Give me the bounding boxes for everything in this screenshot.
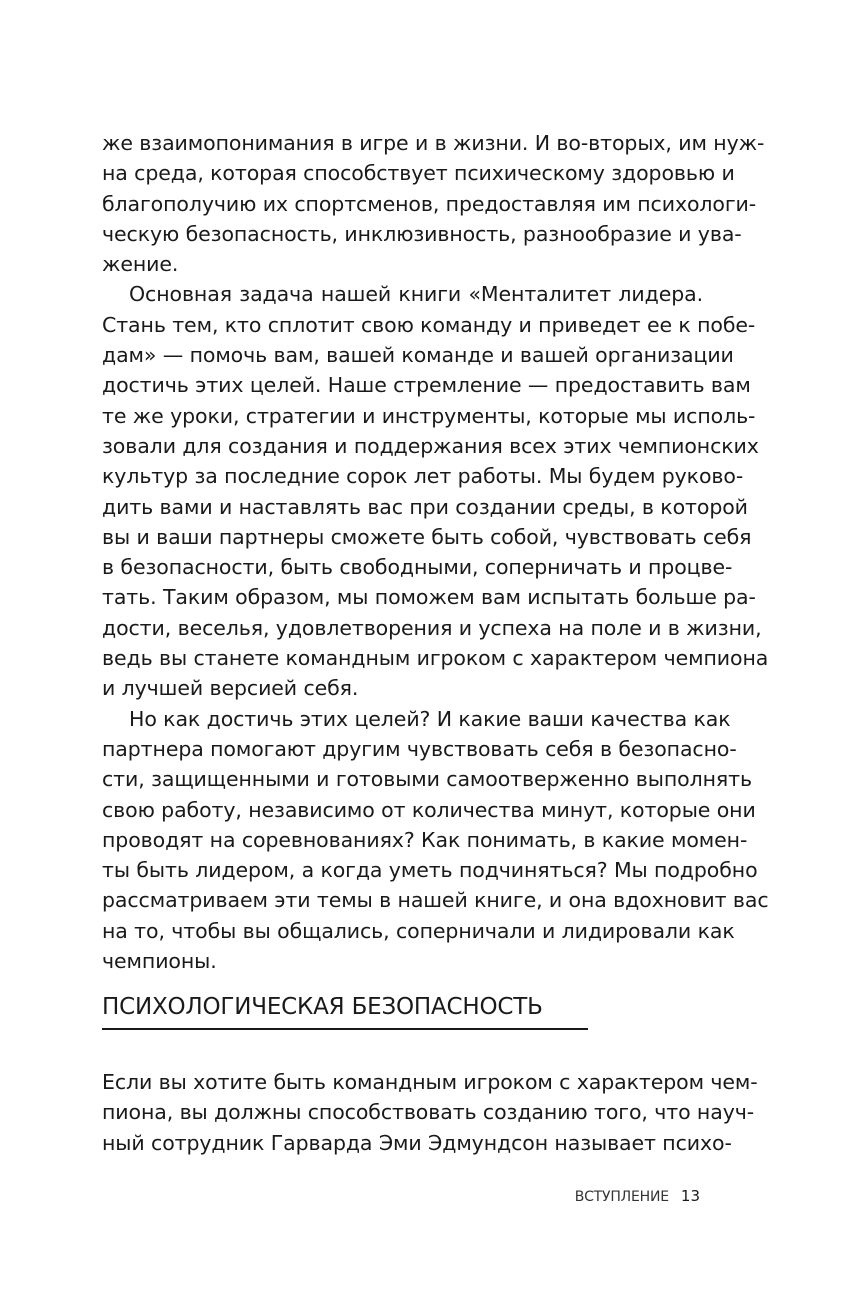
text-line: дить вами и наставлять вас при создании среды, в которой <box>102 494 748 519</box>
section-heading: ПСИХОЛОГИЧЕСКАЯ БЕЗОПАСНОСТЬ <box>102 992 588 1030</box>
body-text-upper <box>102 128 769 976</box>
text-line: те же уроки, стратегии и инструменты, которые мы исполь- <box>102 403 756 428</box>
text-line: ческую безопасность, инклюзивность, разнообразие и ува- <box>102 221 742 246</box>
paragraph <box>102 1067 758 1158</box>
text-line: в безопасности, быть свободными, соперничать и процве- <box>102 555 733 580</box>
text-line: Основная задача нашей книги «Менталитет лидера. <box>129 282 703 307</box>
text-line: ный сотрудник Гарварда Эми Эдмундсон называет психо- <box>102 1130 732 1155</box>
text-line: сти, защищенными и готовыми самоотверженно выполнять <box>102 767 752 792</box>
text-line: же взаимопонимания в игре и в жизни. И во-вторых, им нуж- <box>102 131 765 155</box>
text-line: Стань тем, кто сплотит свою команду и приведет ее к побе- <box>102 312 756 337</box>
text-line: проводят на соревнованиях? Как понимать, в какие момен- <box>102 827 748 852</box>
text-line: тать. Таким образом, мы поможем вам испытать больше ра- <box>102 585 756 610</box>
text-line: Но как достичь этих целей? И какие ваши качества как <box>129 706 731 731</box>
text-line: вы и ваши партнеры сможете быть собой, чувствовать себя <box>102 524 752 549</box>
paragraph <box>102 279 769 703</box>
text-line: пиона, вы должны способствовать созданию того, что науч- <box>102 1100 755 1125</box>
text-line: и лучшей версией себя. <box>102 676 359 701</box>
text-line: на то, чтобы вы общались, соперничали и лидировали как <box>102 918 735 943</box>
body-text-lower <box>102 1067 758 1158</box>
text-line: дости, веселья, удовлетворения и успеха на поле и в жизни, <box>102 615 762 640</box>
text-line: зовали для создания и поддержания всех этих чемпионских <box>102 433 759 458</box>
text-line: дам» — помочь вам, вашей команде и вашей организации <box>102 343 734 368</box>
text-line: жение. <box>102 252 179 277</box>
text-line: культур за последние сорок лет работы. Мы будем руково- <box>102 464 744 489</box>
running-footer <box>575 1183 700 1209</box>
text-line: свою работу, независимо от количества минут, которые они <box>102 797 756 822</box>
footer-section-title: ВСТУПЛЕНИЕ <box>574 1189 669 1205</box>
text-line: ты быть лидером, а когда уметь подчиняться? Мы подробно <box>102 858 758 883</box>
text-line: партнера помогают другим чувствовать себя в безопасно- <box>102 736 737 761</box>
page-number: 13 <box>680 1187 700 1205</box>
text-line: Если вы хотите быть командным игроком с характером чем- <box>102 1070 758 1094</box>
text-line: на среда, которая способствует психическому здоровью и <box>102 161 735 186</box>
text-line: ведь вы станете командным игроком с характером чемпиона <box>102 646 769 671</box>
text-line: благополучию их спортсменов, предоставляя им психологи- <box>102 191 757 216</box>
text-line: рассматриваем эти темы в нашей книге, и она вдохновит вас <box>102 888 769 913</box>
paragraph <box>102 128 765 279</box>
text-line: достичь этих целей. Наше стремление — предоставить вам <box>102 373 751 398</box>
paragraph <box>102 704 769 977</box>
text-line: чемпионы. <box>102 949 217 974</box>
